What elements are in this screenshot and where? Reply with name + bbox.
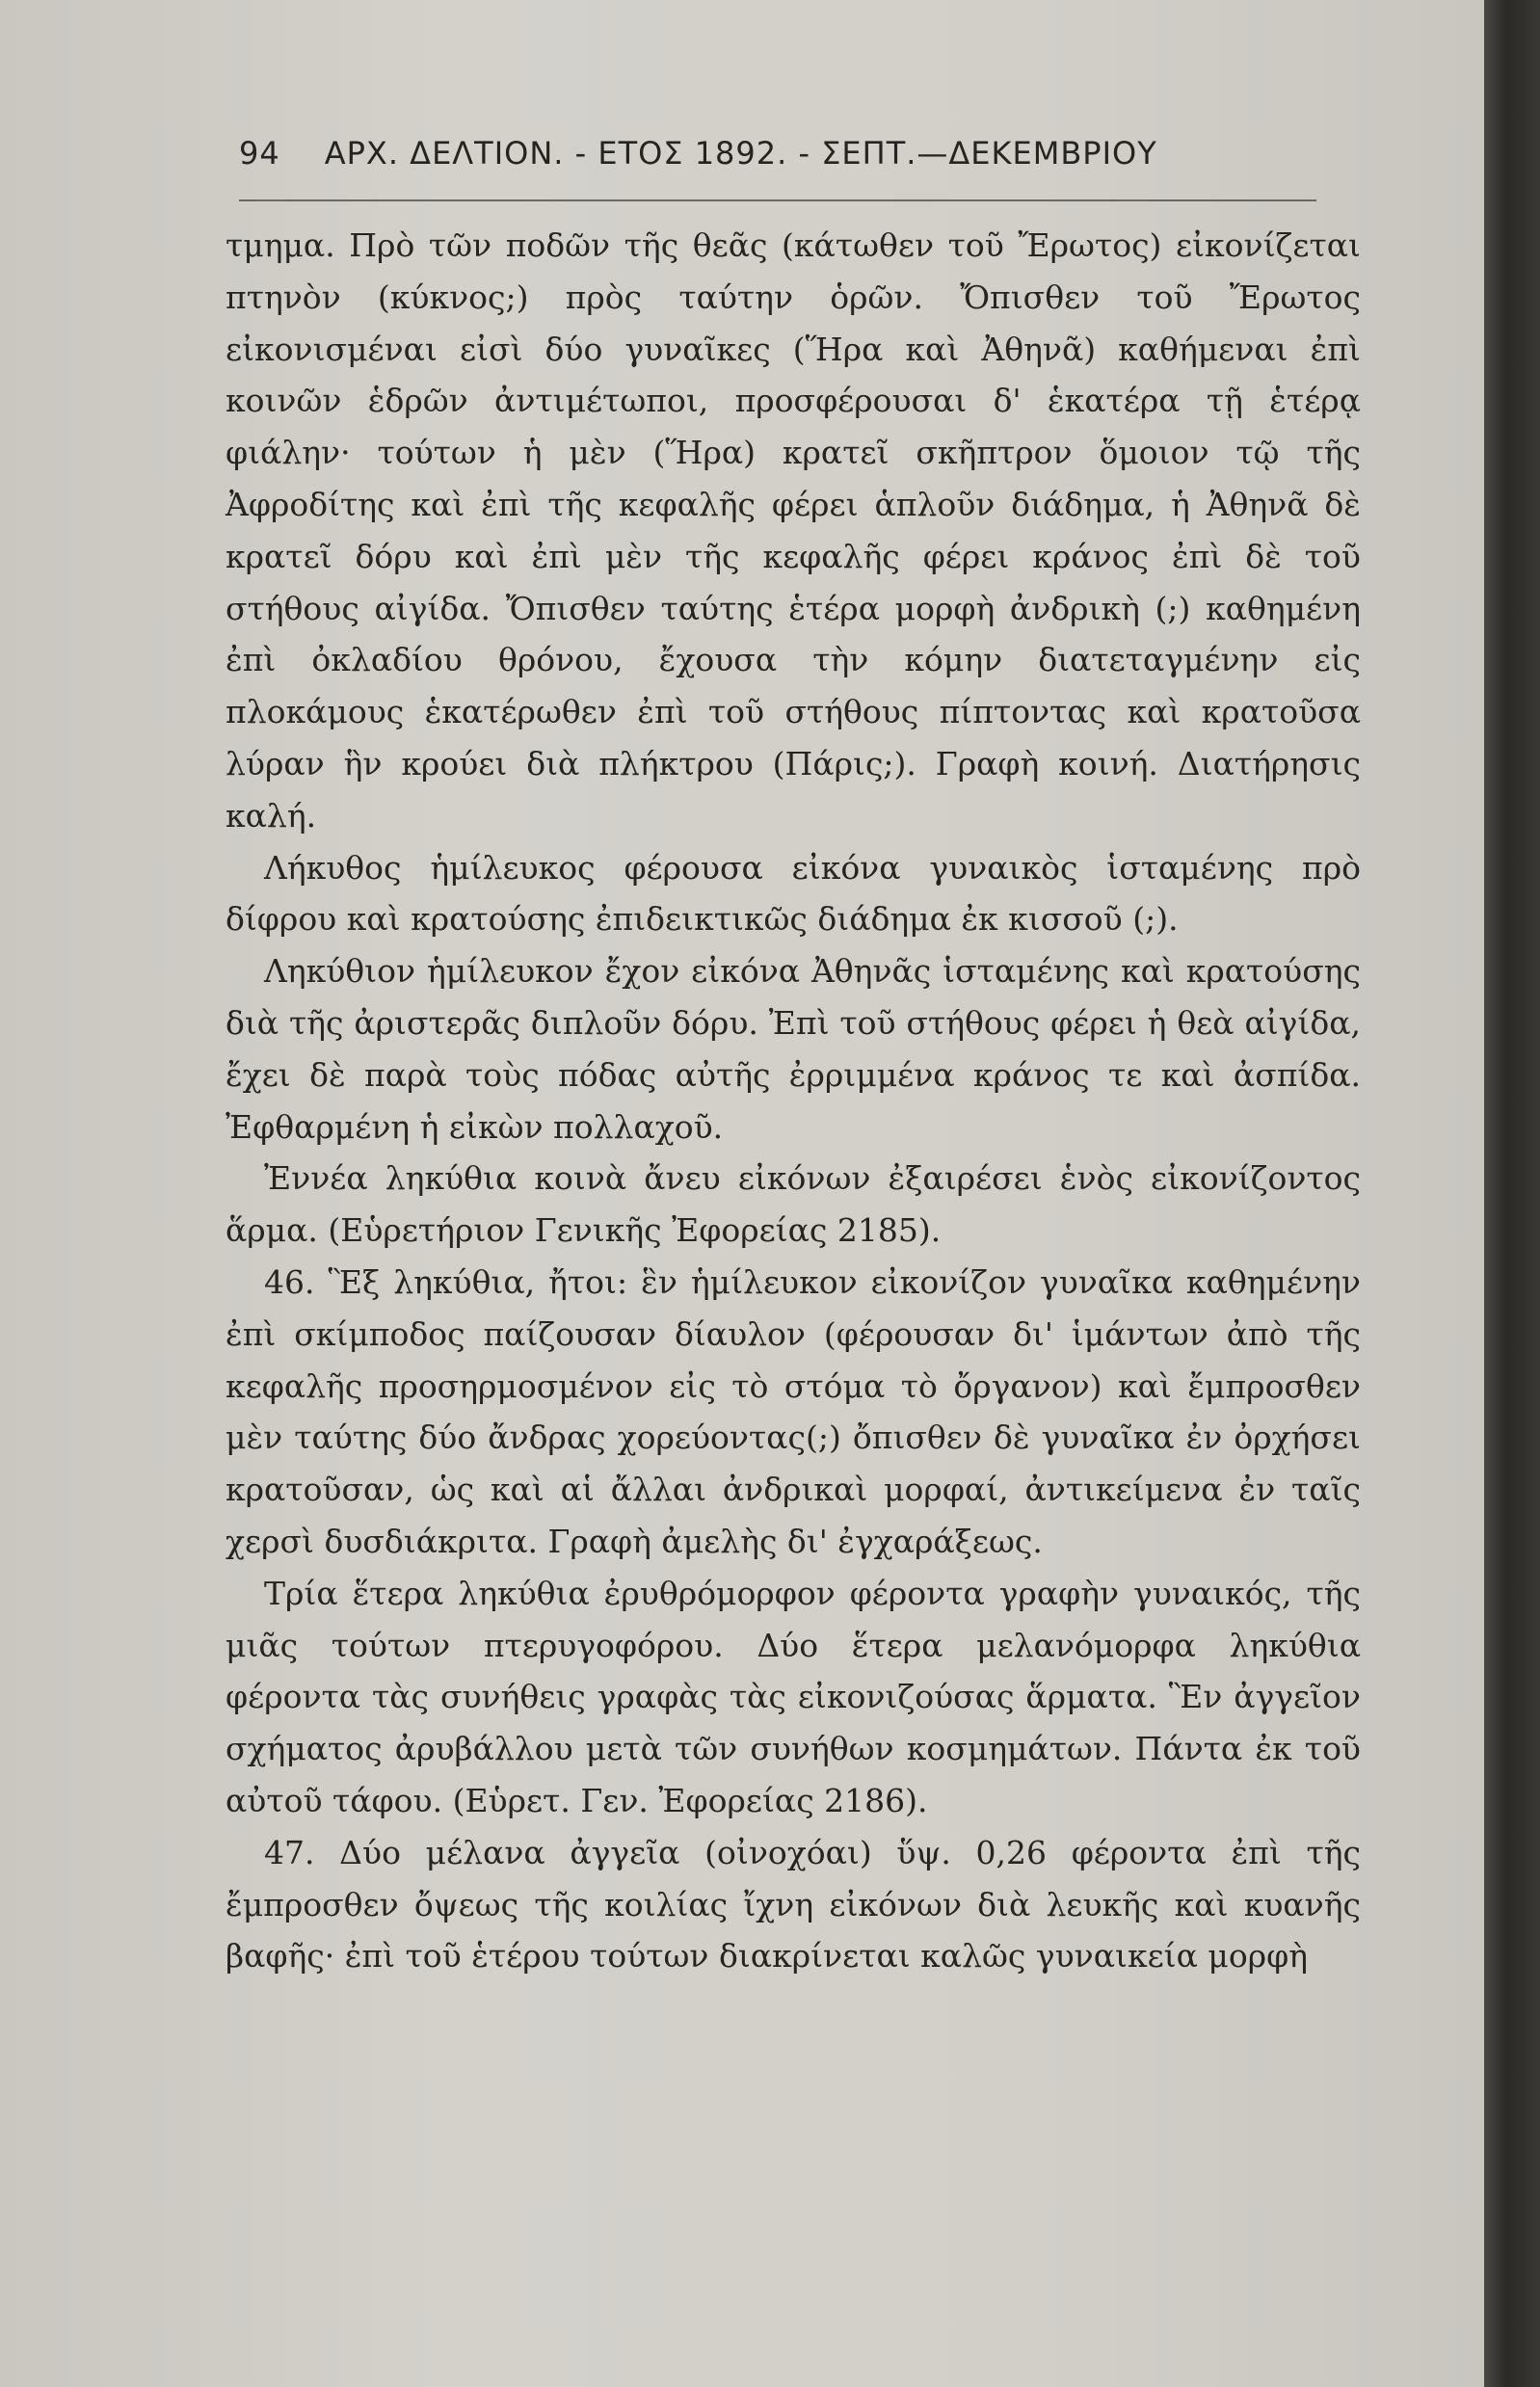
running-header — [239, 135, 1357, 183]
paragraph: Ληκύθιον ἡμίλευκον ἔχον εἰκόνα Ἀθηνᾶς ἱσταμένης καὶ κρατούσης διὰ τῆς ἀριστερᾶς διπλοῦν δόρυ. Ἐπὶ τοῦ στήθους φέρει ἡ θεὰ αἰγίδα, ἔχει δὲ παρὰ τοὺς πόδας αὐτῆς ἐρριμμένα κράνος τε καὶ ἀσπίδα. Ἐφθαρμένη ἡ εἰκὼν πολλαχοῦ. — [226, 952, 1361, 1146]
page-number: 94 — [239, 135, 280, 172]
paragraph-entry-46: 46. Ἓξ ληκύθια, ἤτοι: ἓν ἡμίλευκον εἰκονίζον γυναῖκα καθημένην ἐπὶ σκίμποδος παίζουσαν δίαυλον (φέρουσαν δι' ἱμάντων ἀπὸ τῆς κεφαλῆς προσηρμοσμένον εἰς τὸ στόμα τὸ ὄργανον) καὶ ἔμπροσθεν μὲν ταύτης δύο ἄνδρας χορεύοντας(;) ὄπισθεν δὲ γυναῖκα ἐν ὀρχήσει κρατοῦσαν, ὡς καὶ αἱ ἄλλαι ἀνδρικαὶ μορφαί, ἀντικείμενα ἐν ταῖς χερσὶ δυσδιάκριτα. Γραφὴ ἀμελὴς δι' ἐγχαράξεως. — [226, 1262, 1361, 1560]
paragraph-entry-47: 47. Δύο μέλανα ἀγγεῖα (οἰνοχόαι) ὕψ. 0,26 φέροντα ἐπὶ τῆς ἔμπροσθεν ὄψεως τῆς κοιλίας ἴχνη εἰκόνων διὰ λευκῆς καὶ κυανῆς βαφῆς· ἐπὶ τοῦ ἑτέρου τούτων διακρίνεται καλῶς γυναικεία μορφὴ — [226, 1833, 1361, 1976]
running-title: ΑΡΧ. ΔΕΛΤΙΟΝ. - ΕΤΟΣ 1892. - ΣΕΠΤ.—ΔΕΚΕΜΒΡΙΟΥ — [324, 135, 1157, 172]
body-text — [226, 220, 1361, 1982]
paragraph: τμημα. Πρὸ τῶν ποδῶν τῆς θεᾶς (κάτωθεν τοῦ Ἔρωτος) εἰκονίζεται πτηνὸν (κύκνος;) πρὸς ταύτην ὁρῶν. Ὄπισθεν τοῦ Ἔρωτος εἰκονισμέναι εἰσὶ δύο γυναῖκες (Ἥρα καὶ Ἀθηνᾶ) καθήμεναι ἐπὶ κοινῶν ἑδρῶν ἀντιμέτωποι, προσφέρουσαι δ' ἑκατέρα τῇ ἑτέρᾳ φιάλην· τούτων ἡ μὲν (Ἥρα) κρατεῖ σκῆπτρον ὅμοιον τῷ τῆς Ἀφροδίτης καὶ ἐπὶ τῆς κεφαλῆς φέρει ἁπλοῦν διάδημα, ἡ Ἀθηνᾶ δὲ κρατεῖ δόρυ καὶ ἐπὶ μὲν τῆς κεφαλῆς φέρει κράνος ἐπὶ δὲ τοῦ στήθους αἰγίδα. Ὄπισθεν ταύτης ἑτέρα μορφὴ ἀνδρικὴ (;) καθημένη ἐπὶ ὀκλαδίου θρόνου, ἔχουσα τὴν κόμην διατεταγμένην εἰς πλοκάμους ἑκατέρωθεν ἐπὶ τοῦ στήθους πίπτοντας καὶ κρατοῦσα λύραν ἣν κρούει διὰ πλήκτρου (Πάρις;). Γραφὴ κοινή. Διατήρησις καλή. — [226, 226, 1361, 835]
paragraph: Λήκυθος ἡμίλευκος φέρουσα εἰκόνα γυναικὸς ἱσταμένης πρὸ δίφρου καὶ κρατούσης ἐπιδεικτικῶς διάδημα ἐκ κισσοῦ (;). — [226, 848, 1361, 939]
paragraph: Ἐννέα ληκύθια κοινὰ ἄνευ εἰκόνων ἐξαιρέσει ἑνὸς εἰκονίζοντος ἅρμα. (Εὑρετήριον Γενικῆς Ἐφορείας 2185). — [226, 1159, 1361, 1250]
header-rule — [239, 199, 1316, 201]
paragraph: Τρία ἕτερα ληκύθια ἐρυθρόμορφον φέροντα γραφὴν γυναικός, τῆς μιᾶς τούτων πτερυγοφόρου. Δύο ἕτερα μελανόμορφα ληκύθια φέροντα τὰς συνήθεις γραφὰς τὰς εἰκονιζούσας ἅρματα. Ἓν ἀγγεῖον σχήματος ἀρυβάλλου μετὰ τῶν συνήθων κοσμημάτων. Πάντα ἐκ τοῦ αὐτοῦ τάφου. (Εὑρετ. Γεν. Ἐφορείας 2186). — [226, 1574, 1361, 1819]
book-binding-edge — [1484, 0, 1540, 2387]
